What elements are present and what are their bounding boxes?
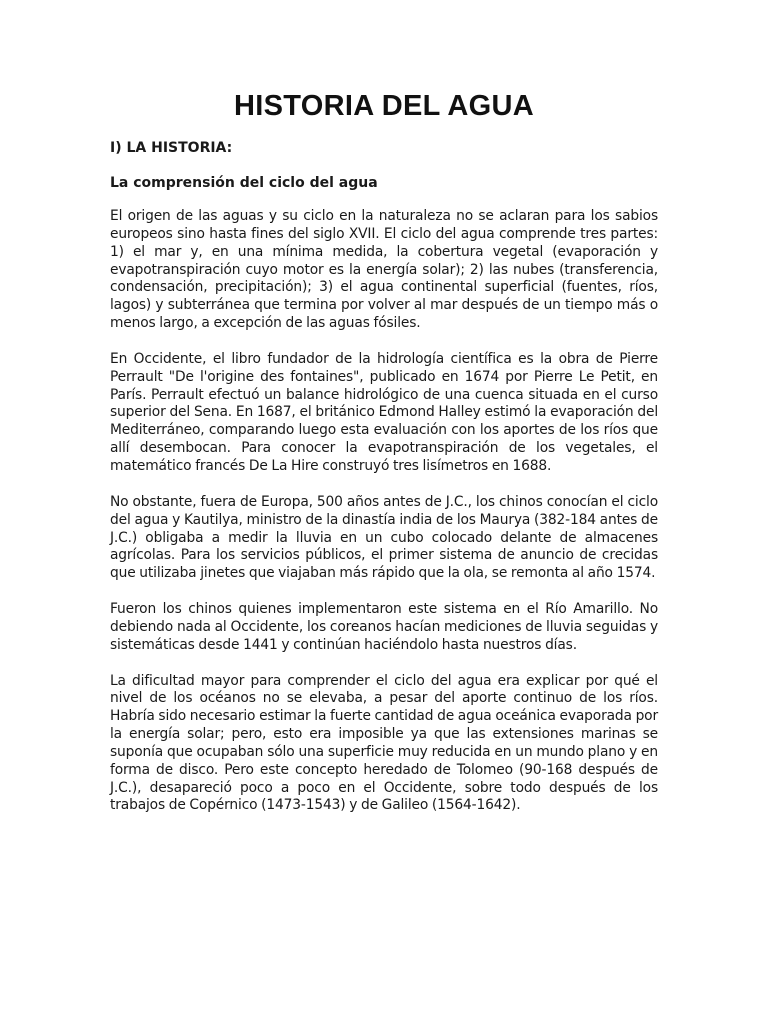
paragraph-3: No obstante, fuera de Europa, 500 años antes de J.C., los chinos conocían el ciclo del agua y Kautilya, ministro de la dinastía india de los Maurya (382-184 antes de J.C.) obligaba a medir la lluvia en un cubo colocado delante de almacenes agrícolas. Para los servicios públicos, el primer sistema de anuncio de crecidas que utilizaba jinetes que viajaban más rápido que la ola, se remonta al año 1574. xyxy=(110,493,658,582)
paragraph-4: Fueron los chinos quienes implementaron este sistema en el Río Amarillo. No debiendo nada al Occidente, los coreanos hacían mediciones de lluvia seguidas y sistemáticas desde 1441 y continúan haciéndolo hasta nuestros días. xyxy=(110,601,658,653)
section-heading: I) LA HISTORIA: xyxy=(110,140,233,156)
document-title: HISTORIA DEL AGUA xyxy=(234,90,534,122)
subsection-heading: La comprensión del ciclo del agua xyxy=(110,175,378,191)
paragraph-2: En Occidente, el libro fundador de la hidrología científica es la obra de Pierre Perrault "De l'origine des fontaines", publicado en 1674 por Pierre Le Petit, en París. Perrault efectuó un balance hidrológico de una cuenca situada en el curso superior del Sena. En 1687, el británico Edmond Halley estimó la evaporación del Mediterráneo, comparando luego esta evaluación con los aportes de los ríos que allí desembocan. Para conocer la evapotranspiración de los vegetales, el matemático francés De La Hire construyó tres lisímetros en 1688. xyxy=(110,350,658,474)
body-text xyxy=(110,208,658,833)
paragraph-1: El origen de las aguas y su ciclo en la naturaleza no se aclaran para los sabios europeos sino hasta fines del siglo XVII. El ciclo del agua comprende tres partes: 1) el mar y, en una mínima medida, la cobertura vegetal (evaporación y evapotranspiración cuyo motor es la energía solar); 2) las nubes (transferencia, condensación, precipitación); 3) el agua continental superficial (fuentes, ríos, lagos) y subterránea que termina por volver al mar después de un tiempo más o menos largo, a excepción de las aguas fósiles. xyxy=(110,208,658,332)
paragraph-5: La dificultad mayor para comprender el ciclo del agua era explicar por qué el nivel de los océanos no se elevaba, a pesar del aporte continuo de los ríos. Habría sido necesario estimar la fuerte cantidad de agua oceánica evaporada por la energía solar; pero, esto era imposible ya que las extensiones marinas se suponía que ocupaban sólo una superficie muy reducida en un mundo plano y en forma de disco. Pero este concepto heredado de Tolomeo (90-168 después de J.C.), desapareció poco a poco en el Occidente, sobre todo después de los trabajos de Copérnico (1473-1543) y de Galileo (1564-1642). xyxy=(110,672,658,814)
